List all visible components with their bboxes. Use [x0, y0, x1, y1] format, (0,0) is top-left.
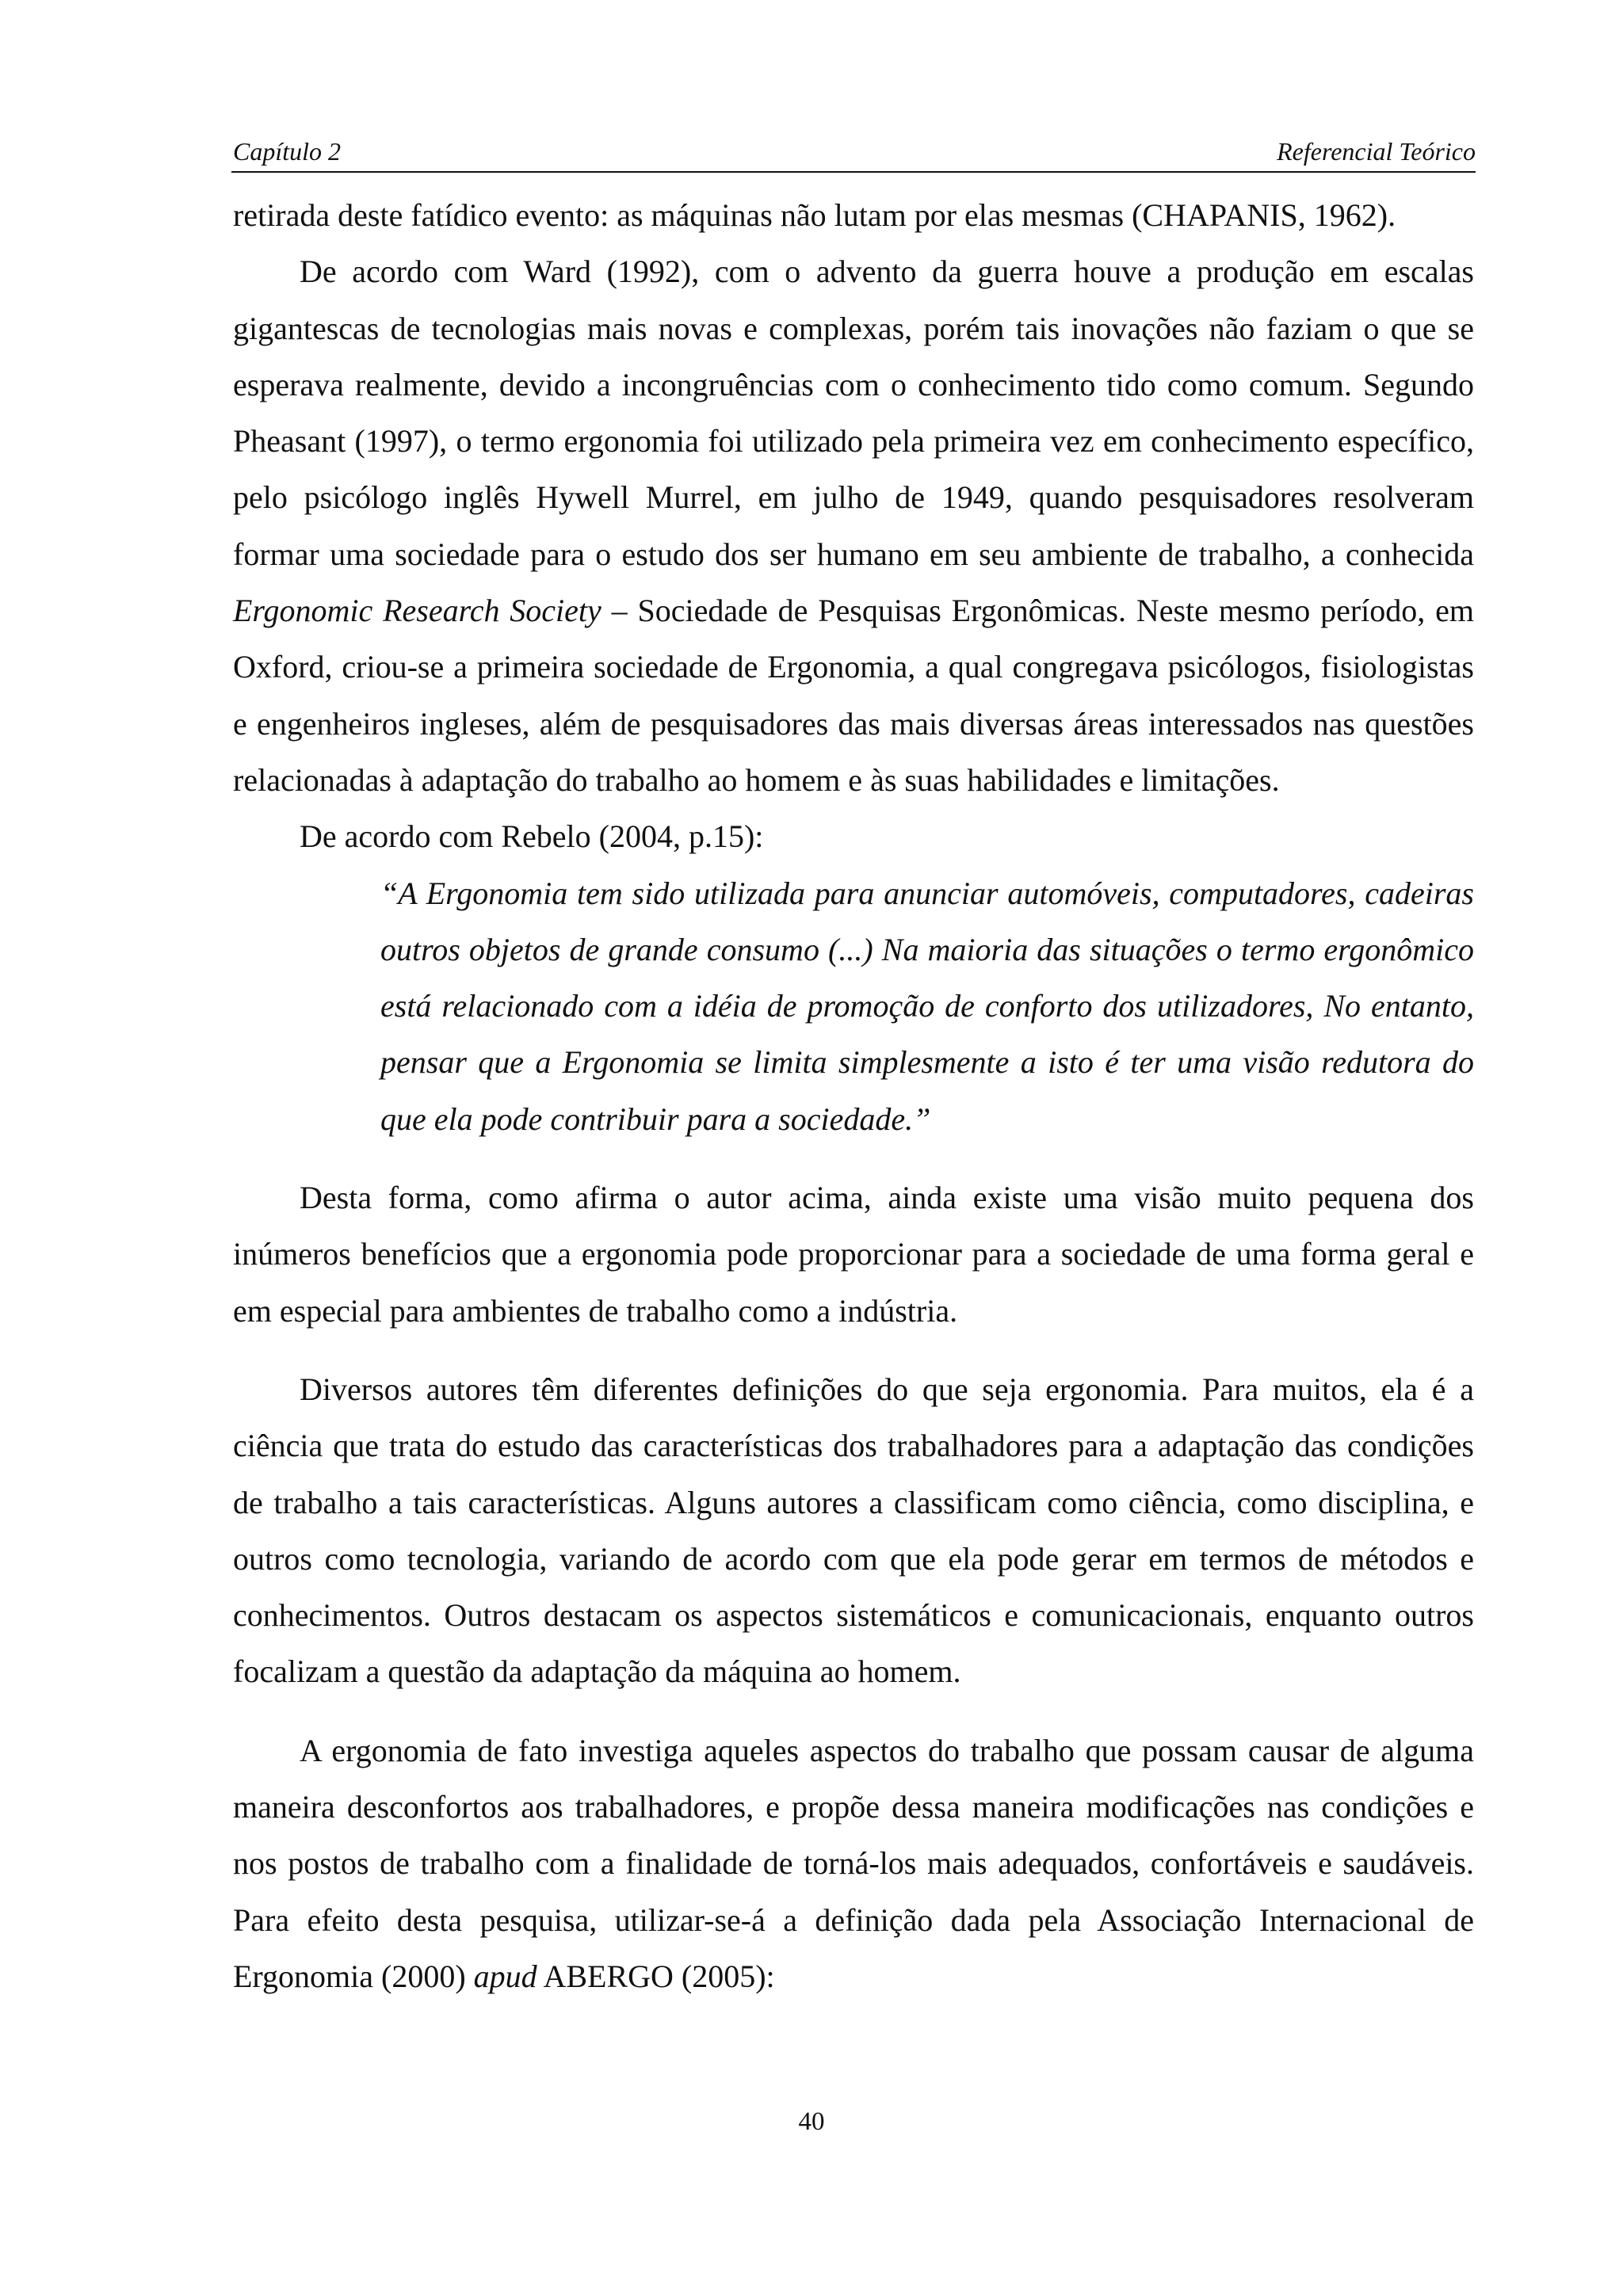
- block-quote: “A Ergonomia tem sido utilizada para anunciar automóveis, computadores, cadeiras outros objetos de grande consumo (...) Na maioria das situações o termo ergonômico está relacionado com a idéia de promoção de conforto dos utilizadores, No entanto, pensar que a Ergonomia se limita simplesmente a isto é ter uma visão redutora do que ela pode contribuir para a sociedade.”: [380, 875, 1474, 1137]
- paragraph-desta-forma: Desta forma, como afirma o autor acima, ainda existe uma visão muito pequena dos inúmeros benefícios que a ergonomia pode proporcionar para a sociedade de uma forma geral e em especial para ambientes de trabalho como a indústria.: [233, 1180, 1474, 1329]
- paragraph-rebelo-intro: De acordo com Rebelo (2004, p.15):: [300, 818, 764, 855]
- paragraph-ergonomia-fato-text-a: A ergonomia de fato investiga aqueles aspectos do trabalho que possam causar de alguma maneira desconfortos aos trabalhadores, e propõe dessa maneira modificações nas condições e nos postos de trabalho com a finalidade de torná-los mais adequados, confortáveis e saudáveis. Para efeito desta pesquisa, utilizar-se-á a definição dada pela Associação Internacional de Ergonomia (2000): [233, 1732, 1474, 1994]
- paragraph-ward: [233, 243, 1474, 808]
- paragraph-continuation: retirada deste fatídico evento: as máquinas não lutam por elas mesmas (CHAPANIS, 1962).: [233, 197, 1396, 233]
- running-header: [231, 132, 1476, 173]
- paragraph-ward-text-a: De acordo com Ward (1992), com o advento da guerra houve a produção em escalas gigantescas de tecnologias mais novas e complexas, porém tais inovações não faziam o que se esperava realmente, devido a incongruências com o conhecimento tido como comum. Segundo Pheasant (1997), o termo ergonomia foi utilizado pela primeira vez em conhecimento específico, pelo psicólogo inglês Hywell Murrel, em julho de 1949, quando pesquisadores resolveram formar uma sociedade para o estudo dos ser humano em seu ambiente de trabalho, a conhecida: [233, 254, 1474, 572]
- body-text: [233, 187, 1474, 2004]
- chapter-label: Capítulo 2: [233, 137, 342, 166]
- apud-italic: apud: [473, 1958, 537, 1994]
- paragraph-ergonomia-fato-text-b: ABERGO (2005):: [537, 1958, 775, 1994]
- page-number: 40: [798, 2107, 825, 2136]
- paragraph-ward-text-b: – Sociedade de Pesquisas Ergonômicas. Neste mesmo período, em Oxford, criou-se a primeira sociedade de Ergonomia, a qual congregava psicólogos, fisiologistas e engenheiros ingleses, além de pesquisadores das mais diversas áreas interessados nas questões relacionadas à adaptação do trabalho ao homem e às suas habilidades e limitações.: [233, 593, 1475, 798]
- society-name-italic: Ergonomic Research Society: [233, 593, 601, 629]
- paragraph-diversos-autores: Diversos autores têm diferentes definições do que seja ergonomia. Para muitos, ela é a ciência que trata do estudo das características dos trabalhadores para a adaptação das condições de trabalho a tais características. Alguns autores a classificam como ciência, como disciplina, e outros como tecnologia, variando de acordo com que ela pode gerar em termos de métodos e conhecimentos. Outros destacam os aspectos sistemáticos e comunicacionais, enquanto outros focalizam a questão da adaptação da máquina ao homem.: [233, 1371, 1474, 1690]
- paragraph-ergonomia-fato: [233, 1722, 1474, 2004]
- section-label: Referencial Teórico: [1277, 137, 1476, 166]
